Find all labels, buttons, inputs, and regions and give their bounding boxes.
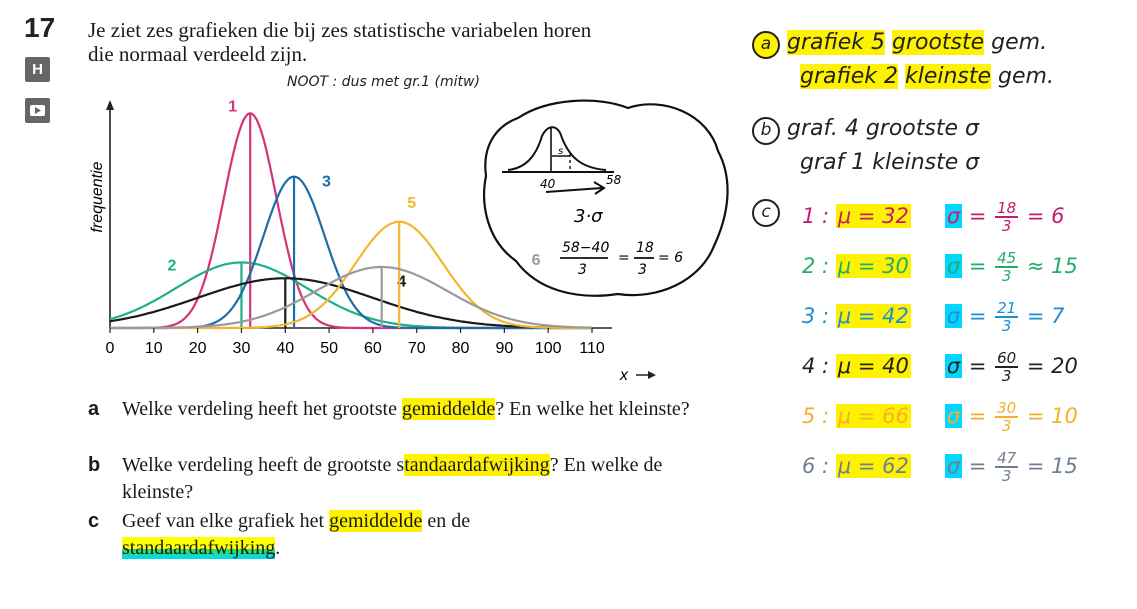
- row-fraction: [995, 450, 1018, 484]
- question-c: [88, 508, 722, 562]
- answer-c: [752, 198, 780, 227]
- row-sigma: σ: [946, 354, 961, 378]
- row-frac-num: 30: [997, 399, 1017, 417]
- answer-b-line1: graf. 4 grootste σ: [787, 116, 979, 141]
- row-mu: μ = 32: [837, 204, 909, 228]
- question-a-text: Welke verdeling heeft het grootste: [122, 398, 402, 420]
- row-frac-num: 47: [997, 449, 1017, 467]
- row-result: = 7: [1026, 304, 1065, 328]
- row-result: = 15: [1026, 454, 1078, 478]
- answer-c-row-1: 1 : μ = 32 σ = $\frac{18}{3}$ = 6: [802, 199, 1065, 235]
- answer-a-line1-hl: grootste: [891, 30, 985, 55]
- row-sigma: σ: [946, 304, 961, 328]
- row-num: 5 :: [802, 404, 830, 428]
- sketch-calc-result: = 6: [658, 250, 684, 266]
- row-result: ≈ 15: [1026, 254, 1078, 278]
- sketch-calc-res-num: 18: [636, 240, 654, 256]
- x-tick-label: 10: [144, 340, 163, 357]
- cloud-outline: [484, 101, 727, 296]
- row-mu: μ = 30: [837, 254, 909, 278]
- row-result: = 20: [1026, 354, 1078, 378]
- question-a-letter: a: [88, 398, 100, 420]
- answer-c-row-3: 3 : μ = 42 σ = $\frac{21}{3}$ = 7: [802, 299, 1065, 335]
- row-frac-den: 3: [1001, 467, 1012, 485]
- y-axis-arrow-icon: [106, 100, 114, 110]
- sketch-calc-res-den: 3: [638, 262, 647, 278]
- answer-c-label: c: [752, 199, 780, 227]
- answer-a-line1-pre: grafiek 5: [787, 30, 885, 55]
- row-frac-den: 3: [1001, 217, 1012, 235]
- question-a: [88, 396, 722, 423]
- row-mu: μ = 66: [837, 404, 909, 428]
- sketch-curve: [508, 127, 606, 170]
- row-sigma: σ: [946, 204, 961, 228]
- row-num: 6 :: [802, 454, 830, 478]
- x-tick-label: 70: [407, 340, 426, 357]
- sketch-calc-num: 58−40: [562, 240, 610, 256]
- x-tick-label: 90: [495, 340, 514, 357]
- curve-label-1: 1: [228, 98, 238, 116]
- answer-b-line2: graf 1 kleinste σ: [800, 150, 980, 175]
- x-axis-arrow-icon: [648, 371, 656, 379]
- row-sigma: σ: [946, 404, 961, 428]
- question-b-text: Welke verdeling heeft de grootste s: [122, 454, 405, 476]
- answer-a-label: a: [752, 31, 780, 59]
- question-b-letter: b: [88, 454, 101, 476]
- row-fraction: [995, 350, 1018, 384]
- x-tick-label: 60: [364, 340, 382, 357]
- sketch-tick-40: 40: [540, 177, 556, 191]
- row-fraction: [995, 250, 1018, 284]
- question-c-text: Geef van elke grafiek het: [122, 510, 330, 532]
- row-mu: μ = 62: [837, 454, 909, 478]
- curve-label-5: 5: [407, 194, 417, 212]
- question-b-highlight: tandaardafwijking: [404, 454, 550, 476]
- question-b-text-end: ? En welke de kleinste?: [122, 454, 663, 503]
- row-num: 1 :: [802, 204, 830, 228]
- handwritten-note: NOOT : dus met gr.1 (mitw): [287, 74, 480, 90]
- y-axis-label: frequentie: [89, 161, 106, 233]
- question-b: [88, 452, 722, 506]
- curve-label-4: 4: [397, 273, 407, 291]
- question-c-highlight: gemiddelde: [329, 510, 423, 532]
- row-frac-den: 3: [1001, 417, 1012, 435]
- question-c-letter: c: [88, 510, 100, 532]
- exercise-intro: [88, 18, 688, 66]
- answer-a-line2: [800, 64, 1054, 89]
- row-frac-num: 18: [997, 199, 1017, 217]
- answer-c-row-4: 4 : μ = 40 σ = $\frac{60}{3}$ = 20: [802, 349, 1078, 385]
- answer-c-row-6: 6 : μ = 62 σ = $\frac{47}{3}$ = 15: [802, 449, 1078, 485]
- x-axis-label: x: [620, 367, 628, 384]
- row-mu: μ = 42: [837, 304, 909, 328]
- answer-c-row-2: 2 : μ = 30 σ = $\frac{45}{3}$ ≈ 15: [802, 249, 1078, 285]
- answer-a-line2-pre: grafiek 2: [800, 64, 898, 89]
- row-frac-den: 3: [1001, 367, 1012, 385]
- curve-label-2: 2: [167, 257, 177, 275]
- answer-a-line2-hl: kleinste: [904, 64, 992, 89]
- x-tick-label: 0: [105, 340, 115, 357]
- row-fraction: [995, 300, 1018, 334]
- question-c-highlight-2: standaardafwijking: [122, 537, 276, 559]
- question-a-highlight: gemiddelde: [401, 398, 496, 420]
- curve-label-6: 6: [531, 251, 541, 269]
- sketch-tick-s: s: [558, 146, 564, 157]
- curve-label-3: 3: [322, 173, 331, 191]
- x-tick-label: 30: [232, 340, 251, 357]
- row-mu: μ = 40: [837, 354, 909, 378]
- row-fraction: [995, 400, 1018, 434]
- x-tick-label: 100: [534, 340, 562, 357]
- row-fraction: [995, 200, 1018, 234]
- row-frac-den: 3: [1001, 267, 1012, 285]
- sketch-tick-58: 58: [606, 173, 622, 187]
- intro-line-2: die normaal verdeeld zijn.: [88, 42, 308, 66]
- x-tick-label: 80: [451, 340, 470, 357]
- chart-ticks: [106, 328, 605, 357]
- sketch-calc-den: 3: [578, 262, 587, 278]
- row-num: 2 :: [802, 254, 830, 278]
- answer-b: [752, 116, 979, 145]
- sketch-calc-eq: =: [618, 250, 630, 266]
- row-result: = 10: [1026, 404, 1078, 428]
- row-frac-den: 3: [1001, 317, 1012, 335]
- row-sigma: σ: [946, 454, 961, 478]
- row-num: 3 :: [802, 304, 830, 328]
- row-frac-num: 45: [997, 249, 1017, 267]
- answer-a: [752, 30, 1047, 59]
- answer-c-row-5: 5 : μ = 66 σ = $\frac{30}{3}$ = 10: [802, 399, 1078, 435]
- x-tick-label: 50: [320, 340, 338, 357]
- exercise-number: 17: [24, 12, 56, 43]
- answer-b-label: b: [752, 117, 780, 145]
- play-icon: [25, 98, 50, 123]
- answer-a-line1-post: gem.: [991, 30, 1048, 55]
- x-tick-label: 40: [276, 340, 295, 357]
- row-num: 4 :: [802, 354, 830, 378]
- hint-button[interactable]: H: [25, 57, 50, 82]
- x-tick-label: 20: [188, 340, 207, 357]
- question-c-text-mid: en de: [422, 510, 471, 532]
- row-frac-num: 21: [997, 299, 1017, 317]
- question-c-text-end: .: [275, 537, 281, 559]
- row-result: = 6: [1026, 204, 1065, 228]
- question-a-text-end: ? En welke het kleinste?: [495, 398, 690, 420]
- row-frac-num: 60: [997, 349, 1017, 367]
- video-button[interactable]: [25, 98, 50, 123]
- sketch-cloud: [478, 96, 732, 300]
- answer-a-line2-post: gem.: [998, 64, 1054, 89]
- row-sigma: σ: [946, 254, 961, 278]
- x-tick-label: 110: [579, 340, 605, 357]
- intro-line-1: Je ziet zes grafieken die bij zes statistische variabelen horen: [88, 18, 592, 42]
- sketch-three-sigma: 3·σ: [574, 206, 603, 227]
